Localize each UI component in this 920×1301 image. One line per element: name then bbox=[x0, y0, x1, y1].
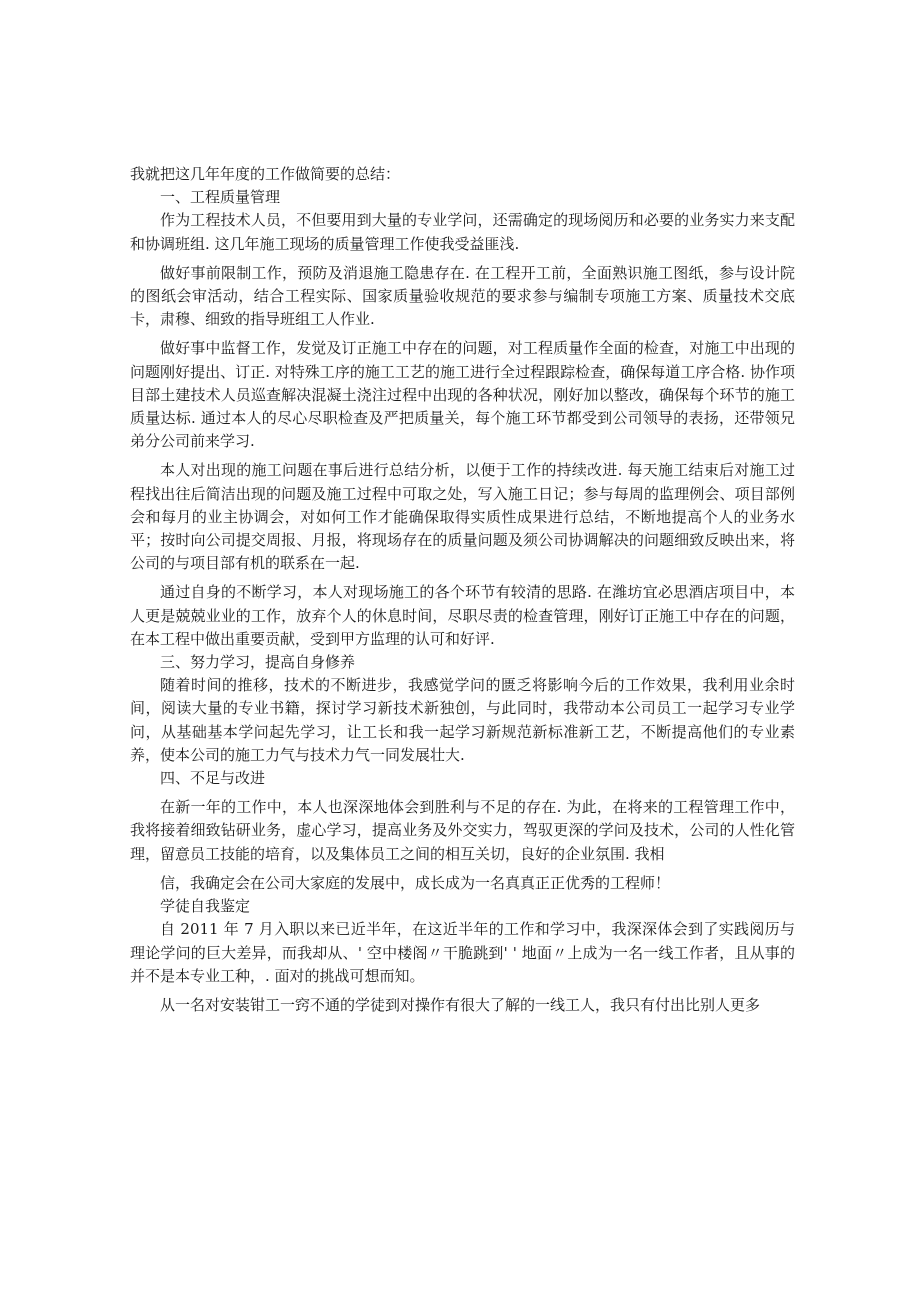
document-body bbox=[130, 163, 795, 1017]
body-paragraph: 在新一年的工作中，本人也深深地体会到胜利与不足的存在. 为此，在将来的工程管理工作中，我将接着细致钻研业务，虚心学习，提高业务及外交实力，驾驭更深的学问及技术，公司的人性化管理，留意员工技能的培育，以及集体员工之间的相互关切，良好的企业氛围. 我相 bbox=[130, 798, 795, 863]
body-paragraph: 本人对出现的施工问题在事后进行总结分析，以便于工作的持续改进. 每天施工结束后对施工过程找出往后简洁出现的问题及施工过程中可取之处，写入施工日记；参与每周的监理例会、项目部例会和每月的业主协调会，对如何工作才能确保取得实质性成果进行总结，不断地提高个人的业务水平；按时向公司提交周报、月报，将现场存在的质量问题及须公司协调解决的问题细致反映出来，将公司的与项目部有机的联系在一起. bbox=[130, 461, 795, 573]
body-paragraph: 做好事中监督工作，发觉及订正施工中存在的问题，对工程质量作全面的检查，对施工中出现的问题刚好提出、订正. 对特殊工序的施工工艺的施工进行全过程跟踪检查，确保每道工序合格. 协作项目部土建技术人员巡查解决混凝土浇注过程中出现的各种状况，刚好加以整改，确保每个环节的施工质量达标. 通过本人的尽心尽职检查及严把质量关，每个施工环节都受到公司领导的表扬，还带领兄弟分公司前来学习. bbox=[130, 339, 795, 451]
body-paragraph: 做好事前限制工作，预防及消退施工隐患存在. 在工程开工前，全面熟识施工图纸，参与设计院的图纸会审活动，结合工程实际、国家质量验收规范的要求参与编制专项施工方案、质量技术交底卡，肃穆、细致的指导班组工人作业. bbox=[130, 263, 795, 329]
section-heading-apprentice: 学徒自我鉴定 bbox=[160, 897, 251, 916]
body-paragraph: 从一名对安装钳工一窍不通的学徒到对操作有很大了解的一线工人，我只有付出比别人更多 bbox=[160, 995, 761, 1014]
body-paragraph: 自 2011 年 7 月入职以来已近半年，在这近半年的工作和学习中，我深深体会到了实践阅历与理论学问的巨大差异，而我却从、' 空中楼阁〃干脆跳到' ' 地面〃上成为一名一线工作者，且从事的并不是本专业工种，. 面对的挑战可想而知。 bbox=[130, 920, 795, 985]
intro-paragraph: 我就把这几年年度的工作做简要的总结： bbox=[130, 165, 401, 183]
body-paragraph-continuation: 信，我确定会在公司大家庭的发展中，成长成为一名真真正正优秀的工程师！ bbox=[160, 873, 671, 892]
body-paragraph: 作为工程技术人员，不但要用到大量的专业学问，还需确定的现场阅历和必要的业务实力来支配和协调班组. 这几年施工现场的质量管理工作使我受益匪浅. bbox=[130, 211, 795, 253]
body-paragraph: 通过自身的不断学习，本人对现场施工的各个环节有较清的思路. 在潍坊宜必思酒店项目中，本人更是兢兢业业的工作，放弃个人的休息时间，尽职尽责的检查管理，刚好订正施工中存在的问题，在本工程中做出重要贡献，受到甲方监理的认可和好评. bbox=[130, 583, 795, 648]
body-paragraph: 随着时间的推移，技术的不断进步，我感觉学问的匮乏将影响今后的工作效果，我利用业余时间，阅读大量的专业书籍，探讨学习新技术新独创，与此同时，我带动本公司员工一起学习专业学问，从基础基本学问起先学习，让工长和我一起学习新规范新标准新工艺，不断提高他们的专业素养，使本公司的施工力气与技术力气一同发展壮大. bbox=[130, 676, 795, 764]
section-heading-quality: 一、工程质量管理 bbox=[160, 188, 281, 207]
section-heading-improvement: 四、不足与改进 bbox=[160, 769, 266, 788]
section-heading-learning: 三、努力学习，提高自身修养 bbox=[160, 653, 356, 672]
